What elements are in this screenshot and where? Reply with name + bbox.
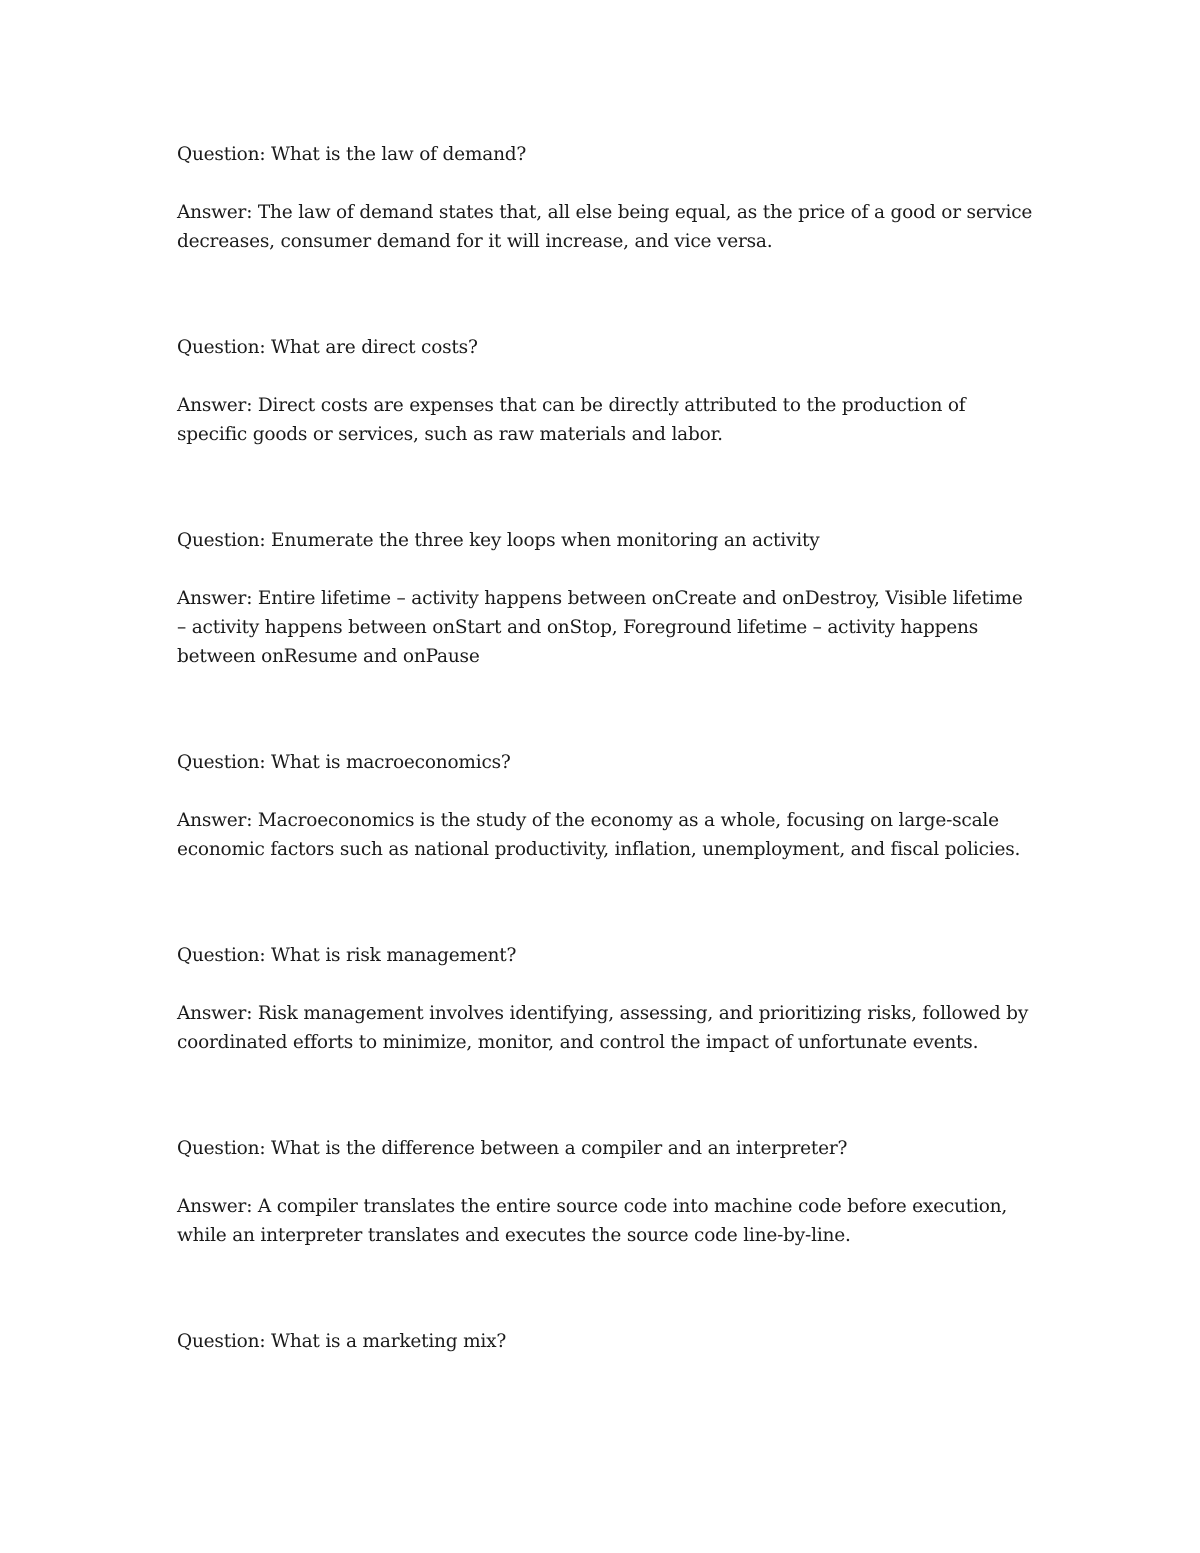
answer-text: Answer: A compiler translates the entire source code into machine code before execution, while an interpreter translates and executes the source code line-by-line. xyxy=(177,1196,1008,1246)
answer-text: Answer: Macroeconomics is the study of the economy as a whole, focusing on large-scale economic factors such as national productivity, inflation, unemployment, and fiscal policies. xyxy=(177,810,1021,860)
question-text: Question: What is a marketing mix? xyxy=(177,1331,507,1352)
answer-text: Answer: Direct costs are expenses that can be directly attributed to the production of specific goods or services, such as raw materials and labor. xyxy=(177,395,966,445)
answer-text: Answer: Entire lifetime – activity happens between onCreate and onDestroy, Visible lifetime – activity happens between onStart and onStop, Foreground lifetime – activity happens between onResume and onPause xyxy=(177,588,1023,667)
answer-text: Answer: The law of demand states that, all else being equal, as the price of a good or service decreases, consumer demand for it will increase, and vice versa. xyxy=(177,202,1033,252)
question-text: Question: Enumerate the three key loops when monitoring an activity xyxy=(177,530,820,551)
question-text: Question: What is the law of demand? xyxy=(177,144,527,165)
question-text: Question: What is macroeconomics? xyxy=(177,752,511,773)
qa-list xyxy=(177,140,1037,1385)
question-text: Question: What is risk management? xyxy=(177,945,517,966)
answer-text: Answer: Risk management involves identifying, assessing, and prioritizing risks, followed by coordinated efforts to minimize, monitor, and control the impact of unfortunate events. xyxy=(177,1003,1029,1053)
qa-item xyxy=(177,526,1037,671)
question-text: Question: What are direct costs? xyxy=(177,337,478,358)
qa-item xyxy=(177,140,1037,256)
qa-item xyxy=(177,941,1037,1057)
qa-item xyxy=(177,1327,1037,1356)
qa-item xyxy=(177,748,1037,864)
qa-item xyxy=(177,1134,1037,1250)
question-text: Question: What is the difference between a compiler and an interpreter? xyxy=(177,1138,848,1159)
qa-item xyxy=(177,333,1037,449)
